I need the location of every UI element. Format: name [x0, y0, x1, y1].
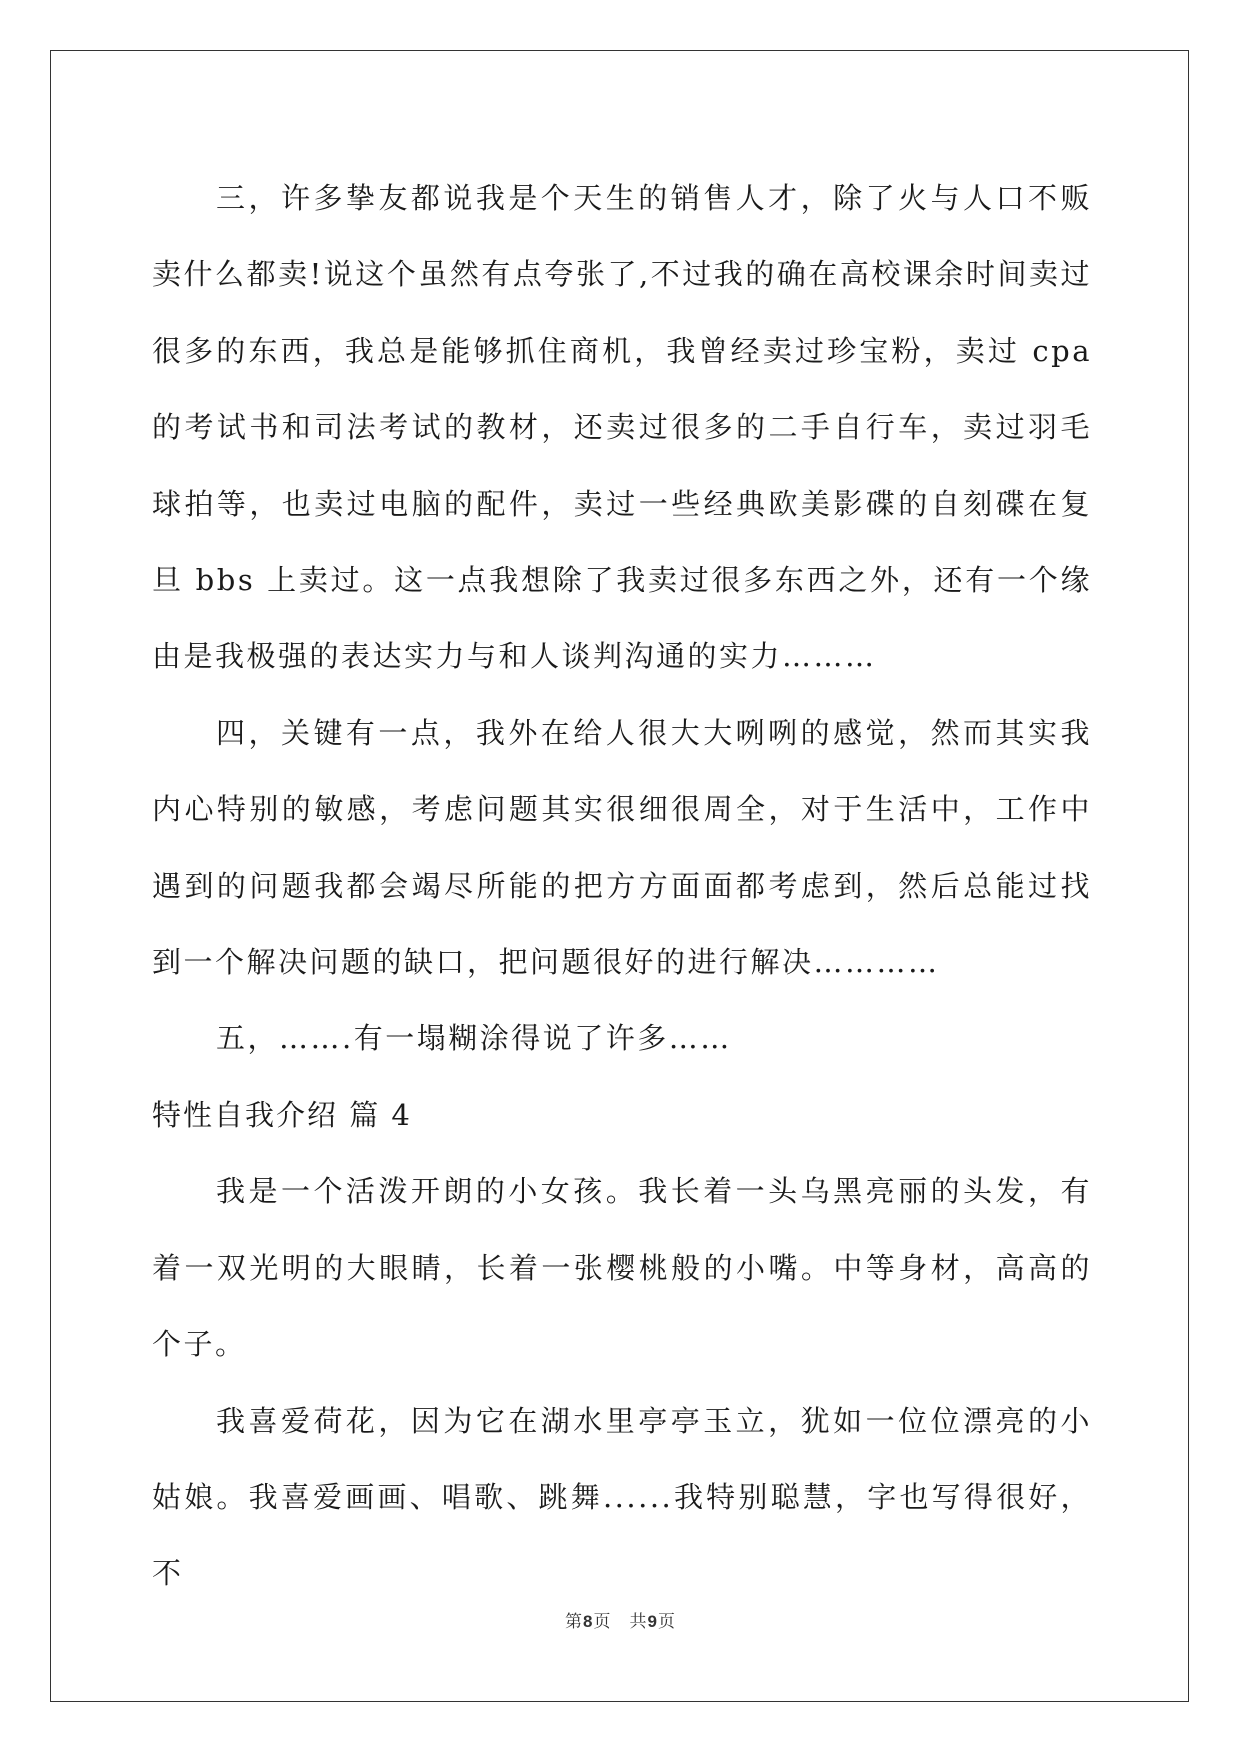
paragraph-hobbies: 我喜爱荷花，因为它在湖水里亭亭玉立，犹如一位位漂亮的小姑娘。我喜爱画画、唱歌、跳舞......我特别聪慧，字也写得很好，不 [152, 1403, 1092, 1591]
paragraph-point-four: 四，关键有一点，我外在给人很大大咧咧的感觉，然而其实我内心特别的敏感，考虑问题其实很细很周全，对于生活中，工作中遇到的问题我都会竭尽所能的把方方面面都考虑到，然后总能过找到一个解决问题的缺口，把问题很好的进行解决………… [152, 715, 1092, 980]
paragraph-self-description: 我是一个活泼开朗的小女孩。我长着一头乌黑亮丽的头发，有着一双光明的大眼睛，长着一张樱桃般的小嘴。中等身材，高高的个子。 [152, 1174, 1092, 1362]
page-footer [0, 1607, 1241, 1632]
footer-total-prefix: 共 [629, 1612, 648, 1632]
paragraph-point-three: 三，许多挚友都说我是个天生的销售人才，除了火与人口不贩卖什么都卖!说这个虽然有点夸张了,不过我的确在高校课余时间卖过很多的东西，我总是能够抓住商机，我曾经卖过珍宝粉，卖过 cpa 的考试书和司法考试的教材，还卖过很多的二手自行车，卖过羽毛球拍等，也卖过电脑的配件，卖过一些经典欧美影碟的自刻碟在复旦 bbs 上卖过。这一点我想除了我卖过很多东西之外，还有一个缘由是我极强的表达实力与和人谈判沟通的实力……… [152, 181, 1092, 674]
footer-page-prefix: 第 [565, 1612, 584, 1632]
paragraph-point-five: 五，…….有一塌糊涂得说了许多…… [216, 1021, 732, 1056]
section-heading: 特性自我介绍 篇 4 [152, 1097, 412, 1132]
footer-page-unit: 页 [593, 1612, 612, 1632]
footer-current-page: 8 [583, 1612, 594, 1631]
footer-total-unit: 页 [657, 1612, 676, 1632]
footer-total-pages: 9 [647, 1612, 658, 1631]
document-body [152, 160, 1092, 1612]
